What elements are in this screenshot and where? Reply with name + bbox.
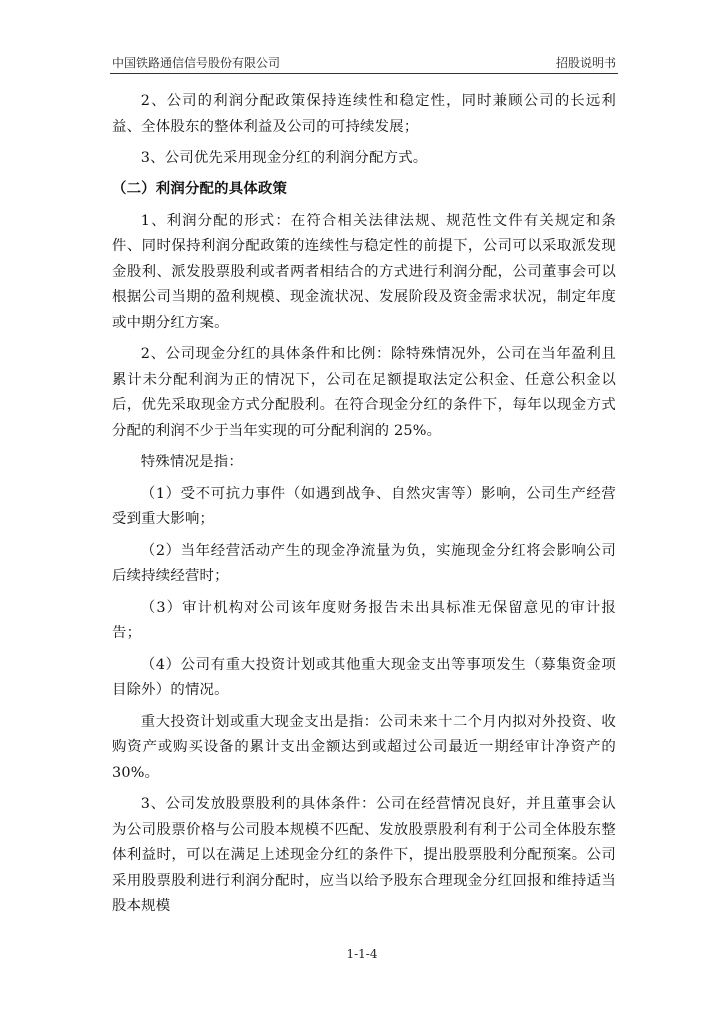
paragraph-cash-priority: 3、公司优先采用现金分红的利润分配方式。 <box>140 150 428 166</box>
paragraph-stock-dividend-conditions: 3、公司发放股票股利的具体条件：公司在经营情况良好，并且董事会认为公司股票价格与公司股本规模不匹配、发放股票股利有利于公司全体股东整体利益时，可以在满足上述现金分红的条件下，提出股票股利分配预案。公司采用股票股利进行利润分配时，应当以给予股东合理现金分红回报和维持适当股本规模 <box>112 796 616 914</box>
paragraph-distribution-form: 1、利润分配的形式：在符合相关法律法规、规范性文件有关规定和条件、同时保持利润分配政策的连续性与稳定性的前提下，公司可以采取派发现金股利、派发股票股利或者两者相结合的方式进行利润分配，公司董事会可以根据公司当期的盈利规模、现金流状况、发展阶段及资金需求状况，制定年度或中期分红方案。 <box>112 212 616 331</box>
paragraph-special-cases-intro: 特殊情况是指： <box>140 454 243 470</box>
header-divider <box>110 73 618 74</box>
page-number: 1-1-4 <box>346 947 378 961</box>
header-company-name: 中国铁路通信信号股份有限公司 <box>112 56 281 70</box>
paragraph-cash-dividend-conditions: 2、公司现金分红的具体条件和比例：除特殊情况外，公司在当年盈利且累计未分配利润为正的情况下，公司在足额提取法定公积金、任意公积金以后，优先采取现金方式分配股利。在符合现金分红的条件下，每年以现金方式分配的利润不少于当年实现的可分配利润的 25%。 <box>112 346 616 439</box>
paragraph-major-investment-definition: 重大投资计划或重大现金支出是指：公司未来十二个月内拟对外投资、收购资产或购买设备的累计支出金额达到或超过公司最近一期经审计净资产的 30%。 <box>112 713 616 781</box>
list-item-special-case-3: （3）审计机构对公司该年度财务报告未出具标准无保留意见的审计报告； <box>112 599 616 641</box>
header-document-type: 招股说明书 <box>555 56 616 70</box>
list-item-special-case-4: （4）公司有重大投资计划或其他重大现金支出等事项发生（募集资金项目除外）的情况。 <box>112 656 616 698</box>
section-heading: （二）利润分配的具体政策 <box>112 180 288 197</box>
page-body <box>112 89 616 926</box>
list-item-special-case-2: （2）当年经营活动产生的现金净流量为负，实施现金分红将会影响公司后续持续经营时； <box>112 542 616 584</box>
page-header <box>112 53 616 71</box>
paragraph-policy-continuity: 2、公司的利润分配政策保持连续性和稳定性，同时兼顾公司的长远利益、全体股东的整体利益及公司的可持续发展； <box>112 93 616 135</box>
list-item-special-case-1: （1）受不可抗力事件（如遇到战争、自然灾害等）影响，公司生产经营受到重大影响； <box>112 485 616 527</box>
